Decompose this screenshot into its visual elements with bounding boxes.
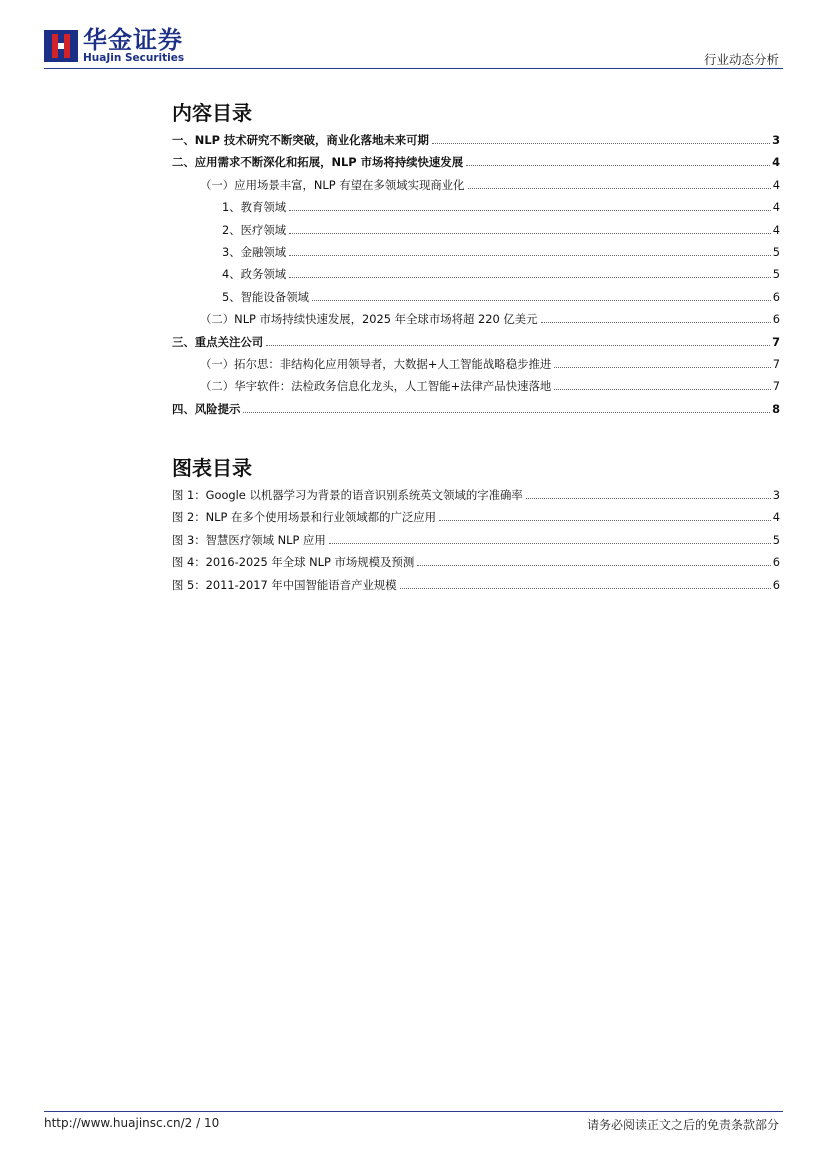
report-type: 行业动态分析 <box>703 52 779 67</box>
dot-leader <box>439 519 771 521</box>
toc-entry[interactable] <box>172 266 780 288</box>
dot-leader <box>466 164 770 166</box>
figure-entry[interactable] <box>172 487 780 509</box>
toc-entry-page: 5 <box>772 244 780 259</box>
toc-entry-page: 3 <box>772 133 780 147</box>
toc-entry-page: 4 <box>772 177 780 192</box>
toc-entry-page: 8 <box>772 401 780 416</box>
dot-leader <box>554 388 770 390</box>
footer-divider <box>44 1111 783 1112</box>
dot-leader <box>289 209 771 211</box>
toc-entry-page: 4 <box>772 155 780 170</box>
table-of-contents <box>172 132 780 423</box>
toc-entry-label: 3、金融领域 <box>222 244 287 259</box>
toc-entry-label: 4、政务领域 <box>222 267 287 282</box>
toc-entry-page: 6 <box>772 312 780 327</box>
footer-disclaimer: 请务必阅读正文之后的免责条款部分 <box>586 1118 779 1132</box>
toc-entry[interactable] <box>172 199 780 221</box>
toc-entry[interactable] <box>172 177 780 199</box>
figure-entry-page: 5 <box>772 532 780 547</box>
toc-entry-label: 一、NLP 技术研究不断突破，商业化落地未来可期 <box>172 133 429 147</box>
toc-entry-label: （一）应用场景丰富，NLP 有望在多领域实现商业化 <box>200 177 465 192</box>
dot-leader <box>468 187 771 189</box>
toc-entry-page: 7 <box>772 379 780 394</box>
toc-entry-label: 二、应用需求不断深化和拓展，NLP 市场将持续快速发展 <box>172 155 464 170</box>
dot-leader <box>432 142 770 144</box>
footer-url-page[interactable]: http://www.huajinsc.cn/2 / 10 <box>44 1116 220 1130</box>
dot-leader <box>541 321 771 323</box>
figure-entry-page: 4 <box>772 510 780 525</box>
toc-entry-label: 四、风险提示 <box>172 401 241 416</box>
company-logo <box>44 28 194 64</box>
toc-entry[interactable] <box>172 154 780 176</box>
toc-entry-page: 7 <box>772 334 780 349</box>
dot-leader <box>526 497 771 499</box>
dot-leader <box>417 564 771 566</box>
dot-leader <box>329 542 771 544</box>
toc-entry[interactable] <box>172 356 780 378</box>
dot-leader <box>243 411 770 413</box>
dot-leader <box>400 587 771 589</box>
toc-entry-label: 2、医疗领域 <box>222 222 287 237</box>
toc-entry[interactable] <box>172 378 780 400</box>
figure-entry-label: 图 1：Google 以机器学习为背景的语音识别系统英文领域的字准确率 <box>172 488 523 502</box>
dot-leader <box>289 254 771 256</box>
toc-entry-label: （一）拓尔思：非结构化应用领导者，大数据+人工智能战略稳步推进 <box>200 356 552 371</box>
toc-entry-page: 4 <box>772 200 780 215</box>
logo-chinese-name: 华金证券 <box>83 26 183 54</box>
toc-title: 内容目录 <box>172 101 252 125</box>
figure-entry-label: 图 4：2016-2025 年全球 NLP 市场规模及预测 <box>172 555 415 570</box>
toc-entry-label: 1、教育领域 <box>222 200 287 215</box>
toc-entry[interactable] <box>172 222 780 244</box>
figure-entry-page: 3 <box>772 488 780 502</box>
figure-entry[interactable] <box>172 554 780 576</box>
dot-leader <box>554 366 770 368</box>
logo-english-name: HuaJin Securities <box>83 52 185 64</box>
toc-entry-label: （二）华宇软件：法检政务信息化龙头，人工智能+法律产品快速落地 <box>200 379 552 394</box>
toc-entry[interactable] <box>172 132 780 154</box>
toc-entry-label: （二）NLP 市场持续快速发展，2025 年全球市场将超 220 亿美元 <box>200 312 538 327</box>
figures-title: 图表目录 <box>172 456 252 480</box>
figure-entry-label: 图 3：智慧医疗领域 NLP 应用 <box>172 532 326 547</box>
toc-entry[interactable] <box>172 311 780 333</box>
toc-entry-label: 三、重点关注公司 <box>172 334 264 349</box>
toc-entry-page: 5 <box>772 267 780 282</box>
toc-entry[interactable] <box>172 334 780 356</box>
dot-leader <box>289 232 771 234</box>
dot-leader <box>266 344 770 346</box>
figure-entry-label: 图 5：2011-2017 年中国智能语音产业规模 <box>172 577 397 592</box>
toc-entry-page: 6 <box>772 289 780 304</box>
toc-entry[interactable] <box>172 401 780 423</box>
dot-leader <box>289 276 771 278</box>
toc-entry-label: 5、智能设备领域 <box>222 289 309 304</box>
toc-entry[interactable] <box>172 244 780 266</box>
figure-entry[interactable] <box>172 509 780 531</box>
figure-entry-label: 图 2：NLP 在多个使用场景和行业领域都的广泛应用 <box>172 510 437 525</box>
list-of-figures <box>172 487 780 599</box>
figure-entry[interactable] <box>172 532 780 554</box>
header-divider <box>44 68 783 69</box>
toc-entry[interactable] <box>172 289 780 311</box>
figure-entry-page: 6 <box>772 577 780 592</box>
figure-entry-page: 6 <box>772 555 780 570</box>
toc-entry-page: 7 <box>772 356 780 371</box>
logo-mark-icon <box>44 30 78 62</box>
dot-leader <box>312 299 771 301</box>
figure-entry[interactable] <box>172 577 780 599</box>
toc-entry-page: 4 <box>772 222 780 237</box>
